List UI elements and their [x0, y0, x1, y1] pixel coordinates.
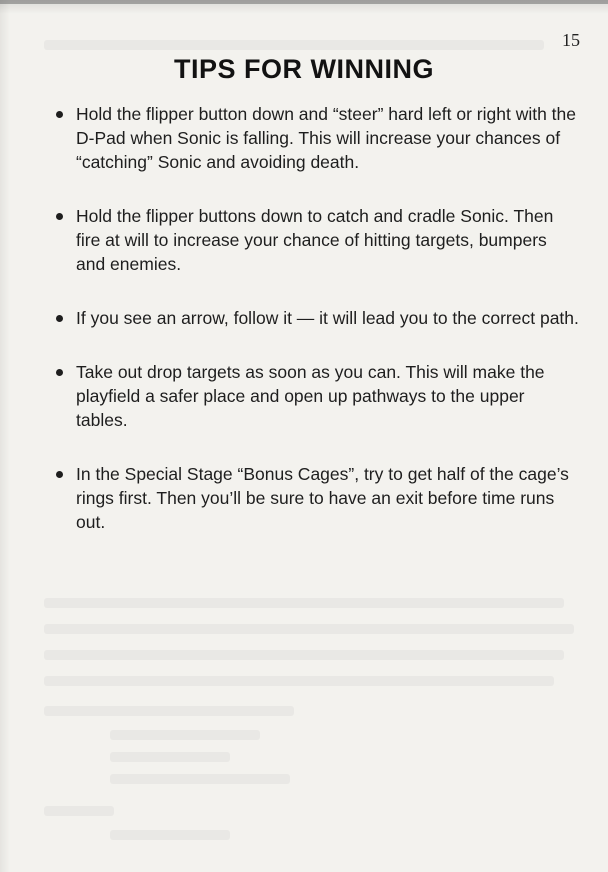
- page-title: TIPS FOR WINNING: [174, 54, 434, 84]
- bullet-icon: [56, 315, 63, 322]
- tip-item-5: [50, 462, 580, 534]
- bullet-icon: [56, 213, 63, 220]
- tip-text: In the Special Stage “Bonus Cages”, try to get half of the cage’s rings first. Then you’ll be sure to have an exit before time runs out.: [76, 464, 569, 532]
- tip-text: Hold the flipper button down and “steer” hard left or right with the D-Pad when Sonic is falling. This will increase your chances of “catching” Sonic and avoiding death.: [76, 104, 576, 172]
- tip-item-4: [50, 360, 580, 432]
- tip-item-1: [50, 102, 580, 174]
- tip-text: Take out drop targets as soon as you can. This will make the playfield a safer place and open up pathways to the upper tables.: [76, 362, 545, 430]
- tip-item-3: [50, 306, 580, 330]
- tips-list: [50, 102, 580, 564]
- bullet-icon: [56, 471, 63, 478]
- tip-item-2: [50, 204, 580, 276]
- page-number: 15: [562, 30, 580, 50]
- page-top-edge: [0, 0, 608, 4]
- tip-text: Hold the flipper buttons down to catch and cradle Sonic. Then fire at will to increase your chance of hitting targets, bumpers and enemies.: [76, 206, 554, 274]
- tip-text: If you see an arrow, follow it — it will lead you to the correct path.: [76, 308, 579, 328]
- bullet-icon: [56, 369, 63, 376]
- bullet-icon: [56, 111, 63, 118]
